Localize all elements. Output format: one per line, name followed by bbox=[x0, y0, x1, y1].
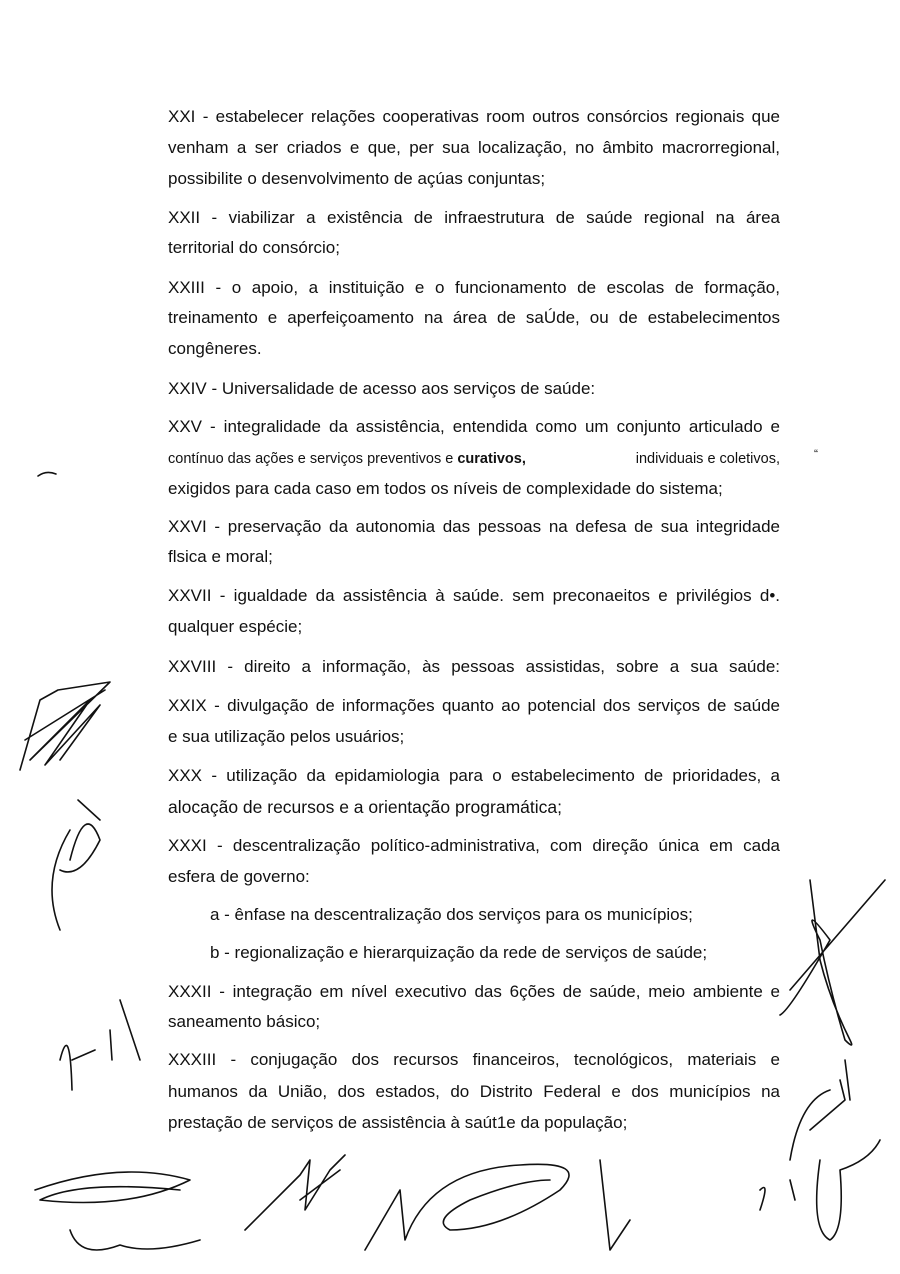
text-line: congêneres. bbox=[168, 339, 262, 358]
text-line: alocação de recursos e a orientação programática; bbox=[168, 797, 562, 817]
text-line: exigidos para cada caso em todos os níveis de complexidade do sistema; bbox=[168, 479, 723, 498]
text-line: XXX - utilização da epidamiologia para o estabelecimento de prioridades, a bbox=[168, 766, 780, 785]
text-line: XXIII - o apoio, a instituição e o funcionamento de escolas de formação, bbox=[168, 278, 780, 297]
text-line: XXII - viabilizar a existência de infraestrutura de saúde regional na área bbox=[168, 208, 780, 227]
signature-bottom-2 bbox=[245, 1155, 345, 1230]
text-line: esfera de governo: bbox=[168, 867, 310, 886]
text-line: XXXIII - conjugação dos recursos financeiros, tecnológicos, materiais e bbox=[168, 1050, 780, 1069]
text-line: territorial do consórcio; bbox=[168, 238, 340, 257]
text-line: e sua utilização pelos usuários; bbox=[168, 727, 405, 746]
text-line: prestação de serviços de assistência à saút1e da população; bbox=[168, 1113, 628, 1132]
text-span: contínuo das ações e serviços preventivos e bbox=[168, 451, 454, 467]
signature-bottom-3 bbox=[365, 1160, 630, 1250]
initials-right-2 bbox=[790, 1060, 850, 1160]
text-line: venham a ser criados e que, per sua localização, no âmbito macrorregional, bbox=[168, 138, 780, 157]
signature-left-1 bbox=[20, 682, 110, 770]
signature-bottom-1 bbox=[35, 1172, 200, 1250]
text-line: XXVI - preservação da autonomia das pessoas na defesa de sua integridade bbox=[168, 517, 780, 536]
text-line: possibilite o desenvolvimento de açúas conjuntas; bbox=[168, 169, 546, 188]
text-line: b - regionalização e hierarquização da rede de serviços de saúde; bbox=[210, 943, 708, 962]
text-line: treinamento e aperfeiçoamento na área de saÚde, ou de estabelecimentos bbox=[168, 308, 780, 327]
text-line: XXIX - divulgação de informações quanto ao potencial dos serviços de saúde bbox=[168, 696, 780, 715]
text-line: qualquer espécie; bbox=[168, 617, 303, 636]
signature-left-2 bbox=[52, 800, 100, 930]
bold-word: curativos, bbox=[457, 451, 526, 467]
signature-right-1 bbox=[780, 880, 885, 1045]
text-line: XXI - estabelecer relações cooperativas room outros consórcios regionais que bbox=[168, 107, 780, 126]
text-line: humanos da União, dos estados, do Distrito Federal e dos municípios na bbox=[168, 1082, 780, 1101]
initials-left-3 bbox=[60, 1000, 140, 1090]
text-line: flsica e moral; bbox=[168, 547, 273, 566]
text-line: XXVIII - direito a informação, às pessoas assistidas, sobre a sua saúde: bbox=[168, 657, 780, 676]
signature-right-3 bbox=[760, 1140, 880, 1240]
text-line: a - ênfase na descentralização dos serviços para os municípios; bbox=[210, 905, 693, 924]
text-line: XXVII - igualdade da assistência à saúde. sem preconaeitos e privilégios d•. bbox=[168, 586, 780, 605]
text-line: XXXII - integração em nível executivo das 6ções de saúde, meio ambiente e bbox=[168, 982, 780, 1001]
text-span: individuais e coletivos, bbox=[635, 451, 780, 467]
margin-tick bbox=[38, 472, 56, 476]
margin-mark: “ bbox=[814, 447, 818, 461]
text-line: XXIV - Universalidade de acesso aos serviços de saúde: bbox=[168, 379, 596, 398]
text-line: saneamento básico; bbox=[168, 1012, 321, 1031]
text-line: XXV - integralidade da assistência, entendida como um conjunto articulado e bbox=[168, 417, 780, 436]
text-line: XXXI - descentralização político-administrativa, com direção única em cada bbox=[168, 836, 780, 855]
